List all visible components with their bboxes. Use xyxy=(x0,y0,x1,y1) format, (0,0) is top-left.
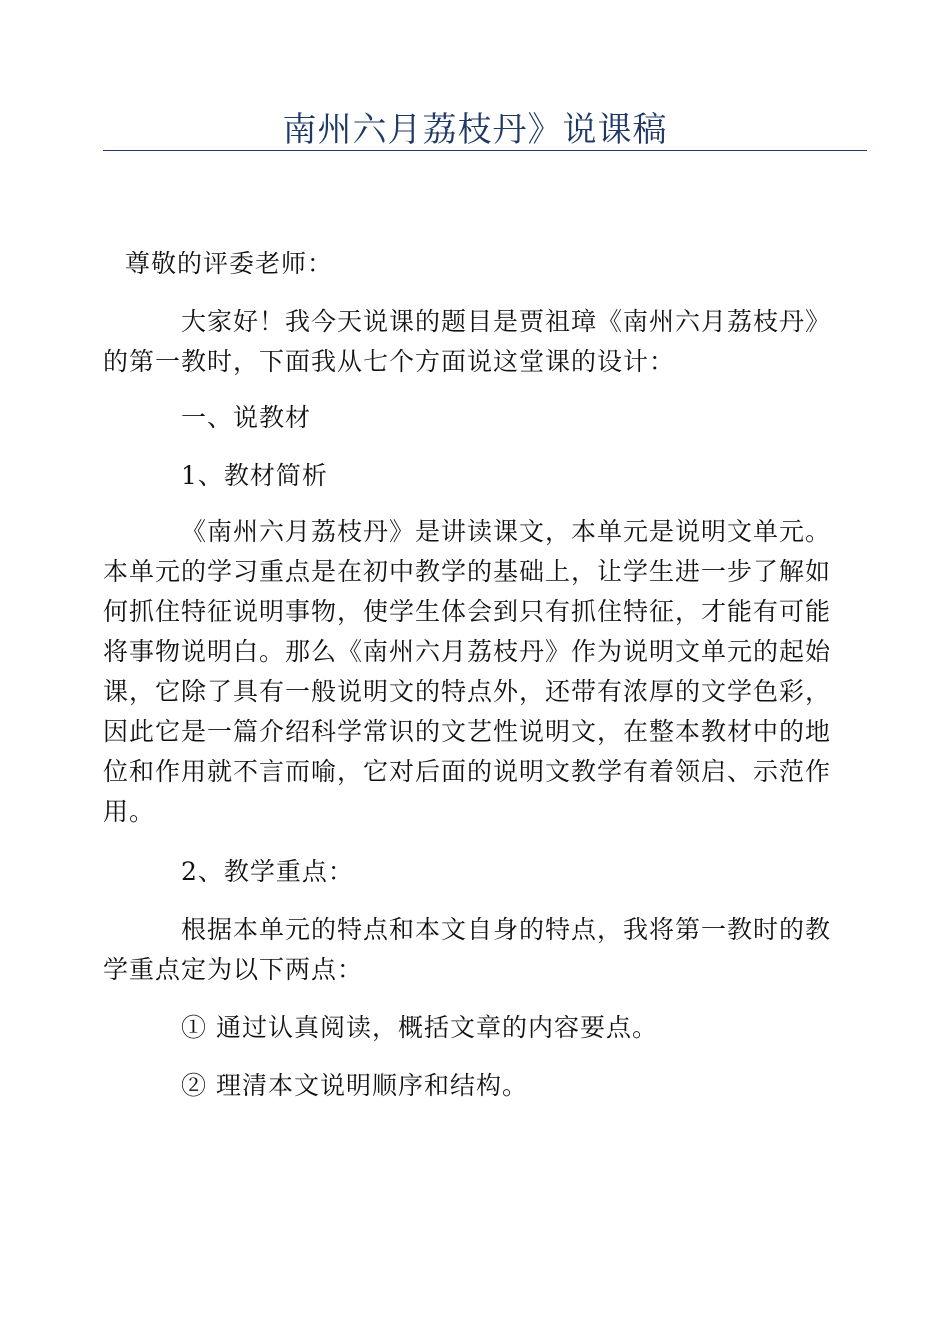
analysis-line: 将事物说明白。那么《南州六月荔枝丹》作为说明文单元的起始 xyxy=(103,637,832,666)
focus-intro-line-2: 学重点定为以下两点： xyxy=(103,955,364,984)
analysis-line: 位和作用就不言而喻，它对后面的说明文教学有着领启、示范作 xyxy=(103,757,832,786)
salutation: 尊敬的评委老师： xyxy=(125,249,334,278)
focus-point-2: ② 理清本文说明顺序和结构。 xyxy=(181,1071,528,1100)
intro-line-1: 大家好！我今天说课的题目是贾祖璋《南州六月荔枝丹》 xyxy=(181,307,832,336)
section-heading-teaching-material: 一、说教材 xyxy=(181,403,312,432)
analysis-paragraph xyxy=(103,512,863,832)
subsection-heading-analysis: 1、教材简析 xyxy=(181,461,328,490)
focus-intro-paragraph xyxy=(103,910,863,990)
focus-point-1: ① 通过认真阅读，概括文章的内容要点。 xyxy=(181,1013,658,1042)
subsection-heading-focus: 2、教学重点： xyxy=(181,857,354,886)
title-underline xyxy=(103,150,867,151)
analysis-line: 本单元的学习重点是在初中教学的基础上，让学生进一步了解如 xyxy=(103,557,832,586)
analysis-line: 课，它除了具有一般说明文的特点外，还带有浓厚的文学色彩， xyxy=(103,677,832,706)
analysis-line: 因此它是一篇介绍科学常识的文艺性说明文，在整本教材中的地 xyxy=(103,717,832,746)
analysis-line: 《南州六月荔枝丹》是讲读课文，本单元是说明文单元。 xyxy=(181,517,832,546)
analysis-line: 用。 xyxy=(103,797,156,826)
document-title: 南州六月荔枝丹》说课稿 xyxy=(282,110,668,150)
analysis-line: 何抓住特征说明事物，使学生体会到只有抓住特征，才能有可能 xyxy=(103,597,832,626)
intro-paragraph xyxy=(103,302,863,382)
intro-line-2: 的第一教时，下面我从七个方面说这堂课的设计： xyxy=(103,347,676,376)
focus-intro-line-1: 根据本单元的特点和本文自身的特点，我将第一教时的教 xyxy=(181,915,832,944)
